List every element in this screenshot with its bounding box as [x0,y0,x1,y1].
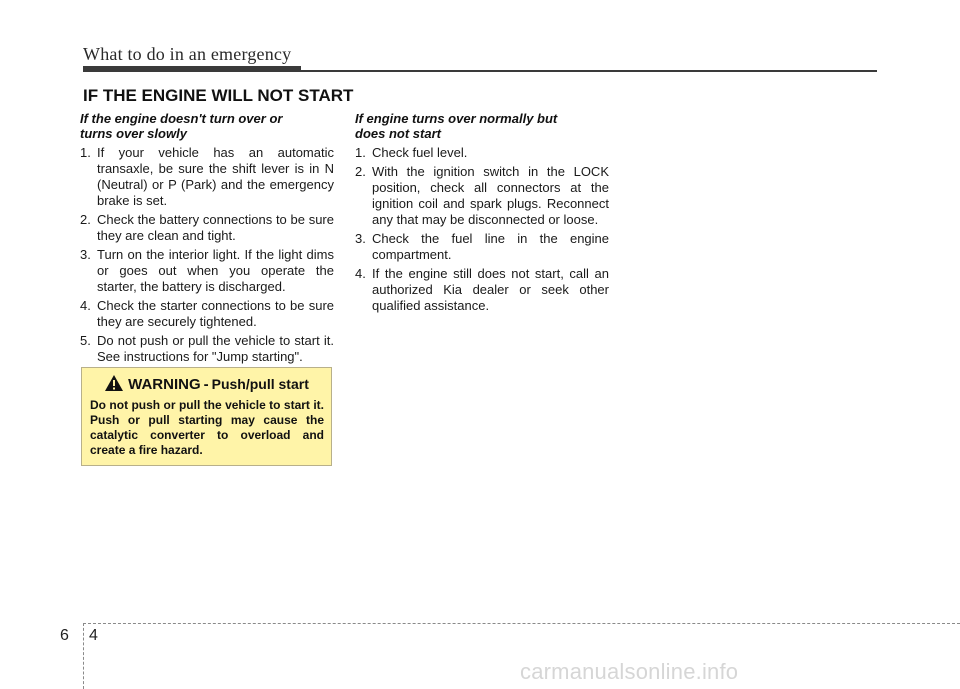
list-item [355,145,609,161]
right-subheading: If engine turns over normally but does not start [355,111,558,141]
warning-box [81,367,332,466]
step-text: With the ignition switch in the LOCK position, check all connectors at the ignition coil and spark plugs. Reconnect any that may be disconnected or loose. [372,164,609,227]
warning-separator: - [203,376,209,393]
header-rule-thick [83,66,301,72]
footer-dashed-divider [83,623,84,689]
left-column [80,111,334,368]
list-item [80,247,334,295]
warning-topic: Push/pull start [211,376,309,392]
warning-text: Do not push or pull the vehicle to start it. Push or pull starting may cause the catalytic converter to overload and create a fire hazard. [90,398,324,457]
step-text: Check the starter connections to be sure they are securely tightened. [97,298,334,329]
step-number: 3. [80,247,91,262]
right-steps-list [355,145,609,314]
step-number: 1. [80,145,91,160]
step-number: 1. [355,145,366,160]
step-text: Check the fuel line in the engine compartment. [372,231,609,262]
left-subheading: If the engine doesn't turn over or turns over slowly [80,111,283,141]
warning-header [82,374,331,397]
warning-label: WARNING [128,376,201,393]
right-column [355,111,609,317]
step-text: Turn on the interior light. If the light dims or goes out when you operate the starter, the battery is discharged. [97,247,334,294]
chapter-title: What to do in an emergency [83,44,292,64]
step-number: 2. [355,164,366,179]
list-item [355,164,609,228]
page-number: 4 [89,627,98,644]
step-number: 3. [355,231,366,246]
step-text: Check the battery connections to be sure they are clean and tight. [97,212,334,243]
list-item [355,231,609,263]
watermark: carmanualsonline.info [520,659,739,684]
left-steps-list [80,145,334,365]
list-item [80,333,334,365]
step-number: 5. [80,333,91,348]
section-title: IF THE ENGINE WILL NOT START [83,86,354,105]
list-item [80,298,334,330]
footer-dashed-line [83,623,960,624]
chapter-number: 6 [60,627,69,644]
step-text: If your vehicle has an automatic transaxle, be sure the shift lever is in N (Neutral) or P (Park) and the emergency brake is set. [97,145,334,208]
list-item [80,145,334,209]
step-text: Do not push or pull the vehicle to start it. See instructions for "Jump starting". [97,333,334,364]
list-item [80,212,334,244]
header-rule-thin [301,70,877,72]
list-item [355,266,609,314]
step-number: 4. [355,266,366,281]
step-text: If the engine still does not start, call an authorized Kia dealer or seek other qualified assistance. [372,266,609,313]
step-number: 4. [80,298,91,313]
step-text: Check fuel level. [372,145,468,160]
step-number: 2. [80,212,91,227]
warning-triangle-icon [104,374,124,397]
